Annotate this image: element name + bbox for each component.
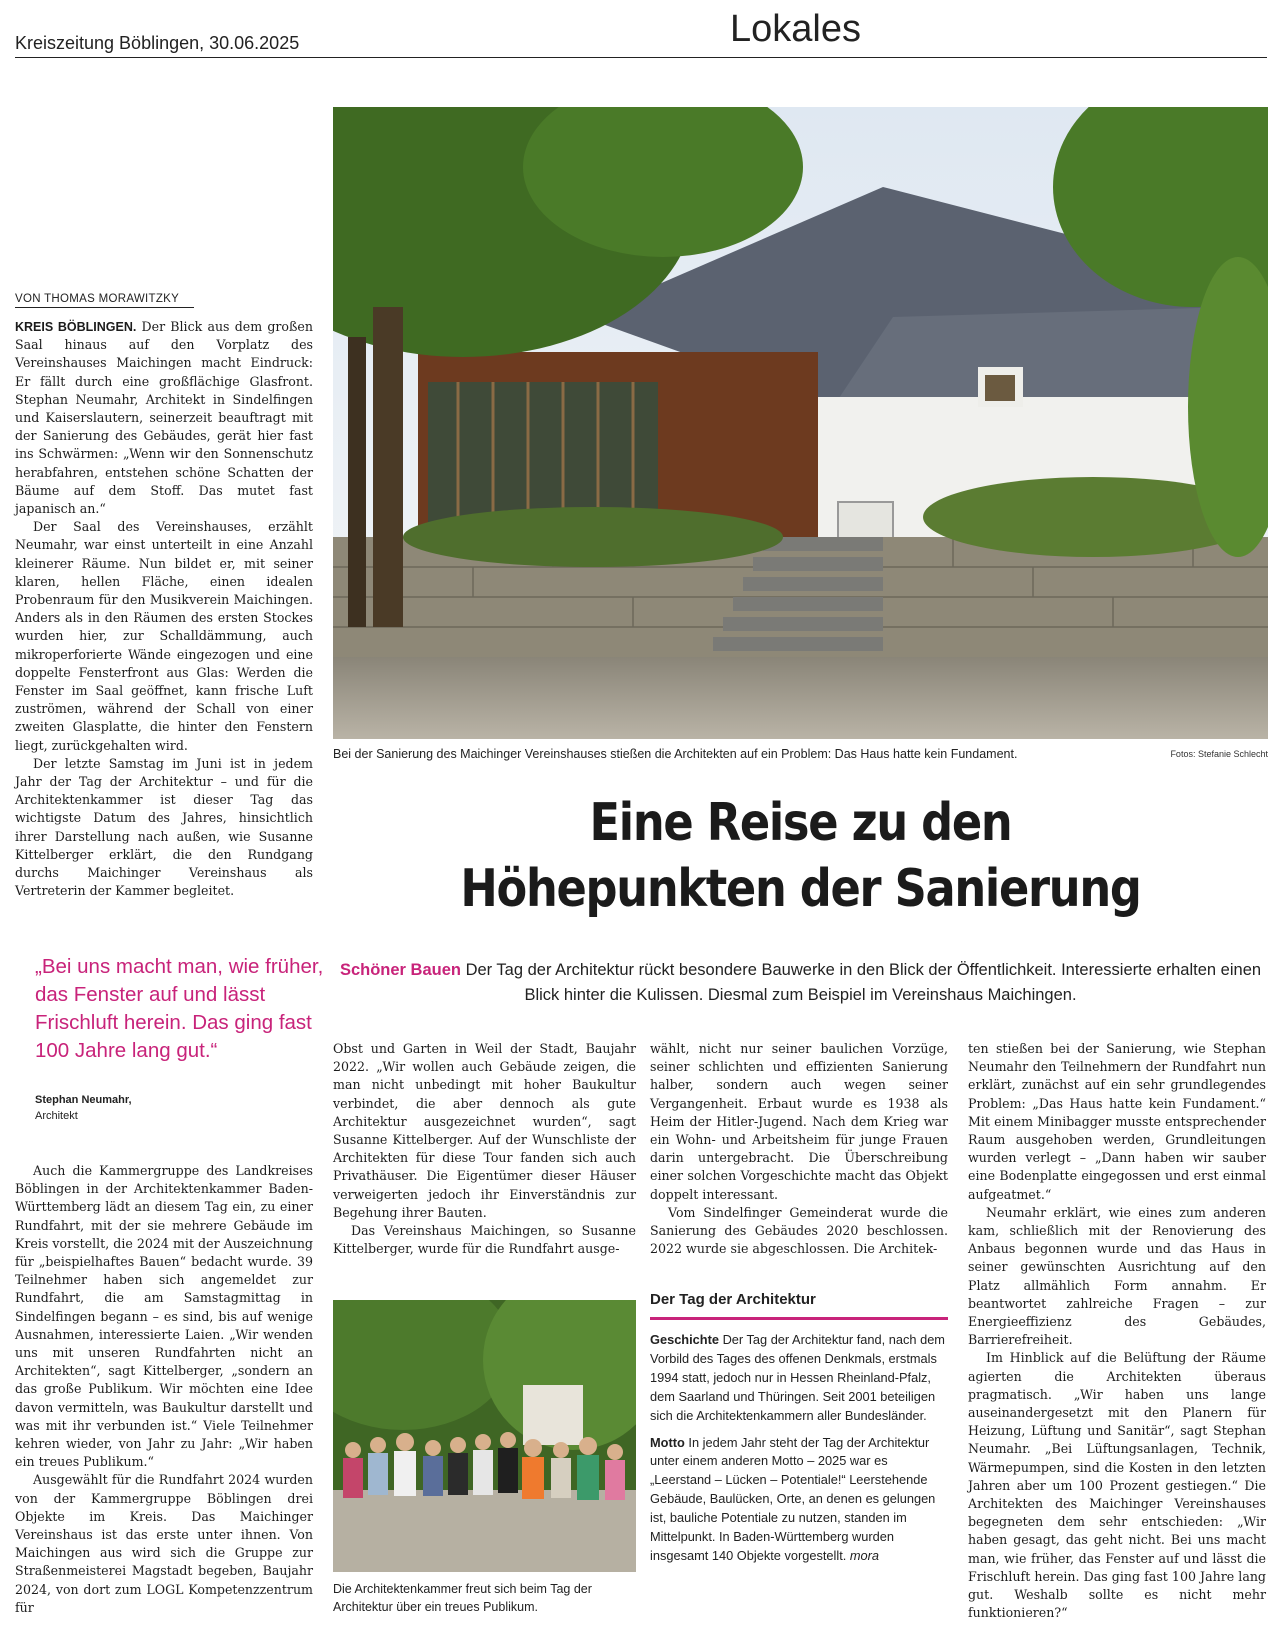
paragraph: Vom Sindelfinger Gemeinderat wurde die Sanierung des Gebäudes 2020 beschlossen. 2022 wurde sie abgeschlossen. Die Architek-	[650, 1204, 948, 1257]
article-column-4	[968, 1040, 1266, 1623]
article-subheadline	[333, 958, 1268, 1008]
newspaper-name-date: Kreiszeitung Böblingen, 30.06.2025	[15, 33, 300, 53]
headline-line-2: Höhepunkten der Sanierung	[460, 859, 1141, 919]
infobox	[650, 1331, 948, 1574]
infobox-title: Der Tag der Architektur	[650, 1291, 816, 1308]
paragraph: wählt, nicht nur seiner baulichen Vorzüge, seiner schlichten und effizienten Sanierung halber, sondern auch wegen seiner Vergangenheit. Erbaut wurde es 1938 als Heim der Hitler-Jugend. Nach dem Krieg war ein Wohn- und Arbeitsheim für junge Frauen darin untergebracht. Die Überschreibung einer solchen Vorgeschichte macht das Objekt doppelt interessant.	[650, 1041, 948, 1202]
article-column-1-lower	[15, 1162, 313, 1617]
quote-author-role: Architekt	[35, 1110, 78, 1122]
main-photo-caption: Bei der Sanierung des Maichinger Vereinshauses stießen die Architekten auf ein Problem: Das Haus hatte kein Fundament.	[333, 747, 1018, 761]
dateline: KREIS BÖBLINGEN.	[15, 320, 137, 334]
paragraph: Neumahr erklärt, wie eines zum anderen kam, schließlich mit der Renovierung des Anbaus begonnen wurde und das Haus in seiner gewünschten Ausrichtung auf den Platz allmählich Form annahm. Er beantwortet zahlreiche Fragen – zur Energieeffizienz des Gebäudes, Barrierefreiheit.	[968, 1204, 1266, 1348]
group-photo-illustration	[333, 1300, 636, 1572]
subhead-text: Der Tag der Architektur rückt besondere Bauwerke in den Blick der Öffentlichkeit. Interessierte erhalten einen Blick hinter die Kulissen. Diesmal zum Beispiel im Vereinshaus Maichingen.	[465, 961, 1262, 1004]
vereinshaus-illustration	[333, 107, 1268, 739]
infobox-geschichte	[650, 1331, 948, 1426]
paragraph	[15, 318, 313, 518]
paragraph: Der Saal des Vereinshauses, erzählt Neumahr, war einst unterteilt in eine Anzahl kleinerer Räume. Nun bildet er, mit seiner klaren, hellen Fläche, einen idealen Probenraum für den Musikverein Maichingen. Anders als in den Räumen des ersten Stockes wurden hier, zur Schalldämmung, auch mikroperforierte Wände eingezogen und eine doppelte Fensterfront aus Glas: Werden die Fenster im Saal geöffnet, kann frische Luft zuströmen, während der Schall von einer zweiten Glasplatte, die hinter den Fenstern liegt, zurückgehalten wird.	[15, 519, 313, 753]
article-column-2	[333, 1040, 636, 1258]
infobox-label: Motto	[650, 1434, 685, 1450]
paragraph: Der letzte Samstag im Juni ist in jedem Jahr der Tag der Architektur – und für die Architektenkammer ist dieser Tag das wichtigste Datum des Jahres, hinsichtlich ihrer Darstellung nach außen, wie Susanne Kittelberger erklärt, die den Rundgang durchs Maichinger Vereinshaus als Vertreterin der Kammer begleitet.	[15, 755, 313, 899]
byline: VON THOMAS MORAWITZKY	[15, 293, 194, 308]
main-photo-vereinshaus	[333, 107, 1268, 739]
header-divider	[15, 57, 1267, 58]
paragraph: Im Hinblick auf die Belüftung der Räume agierten die Architekten überaus pragmatisch. „Wir haben uns lange auseinandergesetzt mit den Planern für Heizung, Lüftung und Sanitär“, sagt Stephan Neumahr. „Bei Lüftungsanlagen, Technik, Wärmepumpen, sind die Kosten in den letzten Jahren aber um 100 Prozent gestiegen.“ Die Architekten des Maichinger Vereinshauses begegneten dem sehr entschieden: „Wir haben gesagt, das geht nicht. Bei uns macht man, wie früher, das Fenster auf und lässt die Frischluft herein. Das ging fast 100 Jahre lang gut. Weshalb sollte es nicht mehr funktionieren?“	[968, 1350, 1266, 1621]
paragraph: Ausgewählt für die Rundfahrt 2024 wurden von der Kammergruppe Böblingen drei Objekte im Kreis. Das Maichinger Vereinshaus ist das erste unter ihnen. Von Maichingen aus wird sich die Gruppe zur Straßenmeisterei Magstadt begeben, Baujahr 2024, von dort zum LOGL Kompetenzzentrum für	[15, 1472, 313, 1615]
infobox-text: In jedem Jahr steht der Tag der Architektur unter einem anderen Motto – 2025 war es „Leerstand – Lücken – Potentiale!“ Leerstehende Gebäude, Baulücken, Orte, an denen es gelungen ist, bauliche Potentiale zu nutzen, standen im Mittelpunkt. In Baden-Württemberg wurden insgesamt 140 Objekte vorgestellt.	[650, 1434, 936, 1563]
subhead-kicker: Schöner Bauen	[339, 961, 461, 979]
paragraph-text: Der Blick aus dem großen Saal hinaus auf den Vorplatz des Vereinshauses Maichingen macht Eindruck: Er fällt durch eine großflächige Glasfront. Stephan Neumahr, Architekt in Sindelfingen und Kaiserslautern, seinerzeit beauftragt mit der Sanierung des Gebäudes, gerät hier fast ins Schwärmen: „Wenn wir den Sonnenschutz herabfahren, entstehen schöne Schatten der Bäume auf dem Stoff. Das mutet fast japanisch an.“	[15, 319, 313, 517]
article-column-3	[650, 1040, 948, 1258]
group-photo-caption: Die Architektenkammer freut sich beim Tag der Architektur über ein treues Publikum.	[333, 1582, 592, 1614]
paragraph: ten stießen bei der Sanierung, wie Stephan Neumahr den Teilnehmern der Rundfahrt nun erklärt, zunächst auf ein sehr grundlegendes Problem: „Das Haus hatte kein Fundament.“ Mit einem Minibagger musste entsprechender Raum ausgehoben werden, Grundleitungen wurden verlegt – „Dann haben wir sauber eine Bodenplatte eingegossen und erst einmal aufgeatmet.“	[968, 1041, 1266, 1202]
photo-credit: Fotos: Stefanie Schlecht	[1170, 749, 1268, 759]
infobox-accent-rule	[650, 1317, 948, 1320]
article-headline	[398, 790, 1202, 922]
infobox-label: Geschichte	[650, 1332, 719, 1347]
paragraph: Auch die Kammergruppe des Landkreises Böblingen in der Architektenkammer Baden-Württemberg lädt an diesem Tag ein, zu einer Rundfahrt, mit der sie mehrere Gebäude im Kreis vorstellt, die 2024 mit der Auszeichnung für „beispielhaftes Bauen“ bedacht wurde. 39 Teilnehmer haben sich angemeldet zur Rundfahrt, die am Samstagmittag in Sindelfingen begann – es sind, bis auf wenige Ausnahmen, interessierte Laien. „Wir wenden uns mit unseren Rundfahrten nicht an Architekten“, sagt Kittelberger, „sondern an das große Publikum. Wir möchten eine Idee davon vermitteln, was Baukultur darstellt und was mit ihr verbunden ist.“ Viele Teilnehmer kehren wieder, von Jahr zu Jahr: „Wir haben ein treues Publikum.“	[15, 1163, 313, 1470]
infobox-text: Der Tag der Architektur fand, nach dem Vorbild des Tages des offenen Denkmals, erstmals 1994 statt, jedoch nur in Hessen Rheinland-Pfalz, dem Saarland und Thüringen. Seit 2001 beteiligen sich die Architektenkammern aller Bundesländer.	[650, 1332, 945, 1423]
infobox-motto	[650, 1434, 948, 1566]
quote-author: Stephan Neumahr,	[35, 1094, 132, 1106]
article-column-1	[15, 318, 313, 901]
infobox-author: mora	[849, 1547, 880, 1563]
section-title: Lokales	[730, 8, 861, 50]
paragraph: Obst und Garten in Weil der Stadt, Baujahr 2022. „Wir wollen auch Gebäude zeigen, die man nicht unbedingt mit hoher Baukultur verbindet, die aber dennoch als gute Architektur ausgezeichnet wurden“, sagt Susanne Kittelberger. Auf der Wunschliste der Architekten für diese Tour fanden sich auch Privathäuser. Die Eigentümer dieser Häuser verweigerten jedoch ihr Einverständnis zur Begehung ihrer Bauten.	[333, 1041, 636, 1220]
group-photo	[333, 1300, 636, 1572]
pull-quote: „Bei uns macht man, wie früher, das Fenster auf und lässt Frischluft herein. Das ging fast 100 Jahre lang gut.“	[35, 955, 324, 1062]
headline-line-1: Eine Reise zu den	[589, 793, 1012, 853]
paragraph: Das Vereinshaus Maichingen, so Susanne Kittelberger, wurde für die Rundfahrt ausge-	[333, 1223, 636, 1257]
